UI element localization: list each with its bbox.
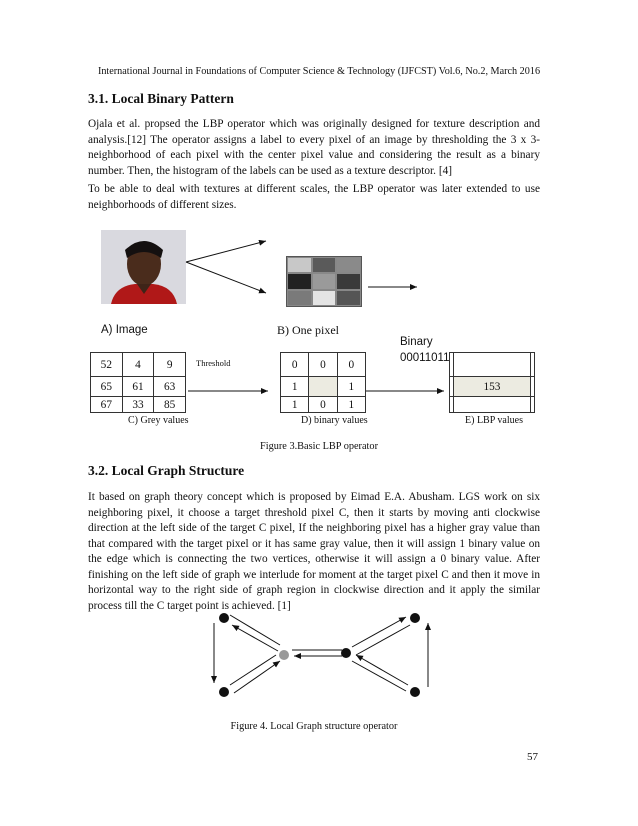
pixel-cell [287, 257, 312, 273]
figure-4-graph [200, 605, 440, 705]
grey-cell: 61 [122, 377, 154, 397]
figure-3-caption: Figure 3.Basic LBP operator [259, 441, 378, 452]
pixel-cell [336, 257, 361, 273]
label-one-pixel: B) One pixel [277, 323, 339, 337]
label-image: A) Image [101, 324, 148, 336]
caption-lbp-values: E) LBP values [465, 415, 523, 426]
binary-code: 00011011 [400, 352, 450, 364]
binary-cell: 1 [337, 397, 365, 413]
lbp-paragraph-2: To be able to deal with textures at different scales, the LBP operator was later extended to use neighborhoods of different sizes. [88, 183, 540, 211]
lbp-paragraph-1: Ojala et al. propsed the LBP operator which was originally designed for texture description and analysis.[12] The operator assigns a label to every pixel of an image by thresholding the 3 x 3-neighborhood of each pixel with the center pixel value and considering the result as a binary number. Then, the histogram of the labels can be used as a texture descriptor. [4] [88, 118, 540, 177]
graph-edge [234, 661, 280, 693]
running-header: International Journal in Foundations of Computer Science & Technology (IJFCST) Vol.6, No.2, March 2016 [97, 66, 541, 77]
binary-cell: 0 [309, 353, 337, 377]
pixel-cell [336, 273, 361, 289]
binary-cell: 0 [337, 353, 365, 377]
lgs-paragraph: It based on graph theory concept which is proposed by Eimad E.A. Abusham. LGS work on six neighboring pixel, it choose a target threshold pixel C, then it starts by moving anti clockwise direction at the left side of the target C pixel, If the neighboring pixel has a higher gray value than that compared with the target pixel or it has same gray value, then it will assign 1 binary value on the edge which is connecting the two vertices, otherwise it will assign a 0 binary value. After finishing on the left side of graph we interlude for moment at the target pixel C and then it move in horizontal way to the right side of graph region in clockwise direction and it apply the similar process till the C target point is achieved. [1] [88, 491, 540, 612]
binary-cell: 0 [309, 397, 337, 413]
graph-edge [356, 655, 408, 685]
binary-cell: 0 [281, 353, 309, 377]
pixel-neighborhood-grid [286, 256, 362, 307]
binary-label: Binary [400, 336, 433, 348]
lbp-values-table [449, 352, 535, 413]
graph-node [410, 687, 420, 697]
grey-cell: 65 [91, 377, 123, 397]
pixel-cell [336, 290, 361, 306]
binary-cell: 1 [281, 377, 309, 397]
grey-values-table [90, 352, 186, 413]
grey-cell: 85 [154, 397, 186, 413]
graph-node [219, 687, 229, 697]
binary-cell: 1 [281, 397, 309, 413]
graph-node [341, 648, 351, 658]
grey-cell: 9 [154, 353, 186, 377]
pixel-cell [312, 273, 337, 289]
graph-edge [232, 625, 278, 651]
graph-target-node [279, 650, 289, 660]
graph-edge [230, 655, 276, 685]
caption-grey-values: C) Grey values [128, 415, 189, 426]
graph-node [219, 613, 229, 623]
grey-cell: 67 [91, 397, 123, 413]
lbp-center-cell: 153 [454, 377, 530, 397]
threshold-label: Threshold [196, 358, 231, 368]
figure-4-caption: Figure 4. Local Graph structure operator [230, 721, 398, 732]
caption-binary-values: D) binary values [301, 415, 368, 426]
section-3-1-heading: 3.1. Local Binary Pattern [88, 91, 234, 106]
pixel-cell [287, 273, 312, 289]
grey-cell: 33 [122, 397, 154, 413]
section-3-2-heading: 3.2. Local Graph Structure [88, 463, 245, 478]
binary-center-cell [309, 377, 337, 397]
graph-edge [352, 661, 406, 691]
binary-values-table [280, 352, 366, 413]
pixel-cell [312, 290, 337, 306]
binary-cell: 1 [337, 377, 365, 397]
grey-cell: 52 [91, 353, 123, 377]
page-number: 57 [527, 751, 538, 763]
graph-edge [230, 615, 280, 645]
graph-node [410, 613, 420, 623]
pixel-cell [287, 290, 312, 306]
grey-cell: 63 [154, 377, 186, 397]
pixel-cell [312, 257, 337, 273]
grey-cell: 4 [122, 353, 154, 377]
